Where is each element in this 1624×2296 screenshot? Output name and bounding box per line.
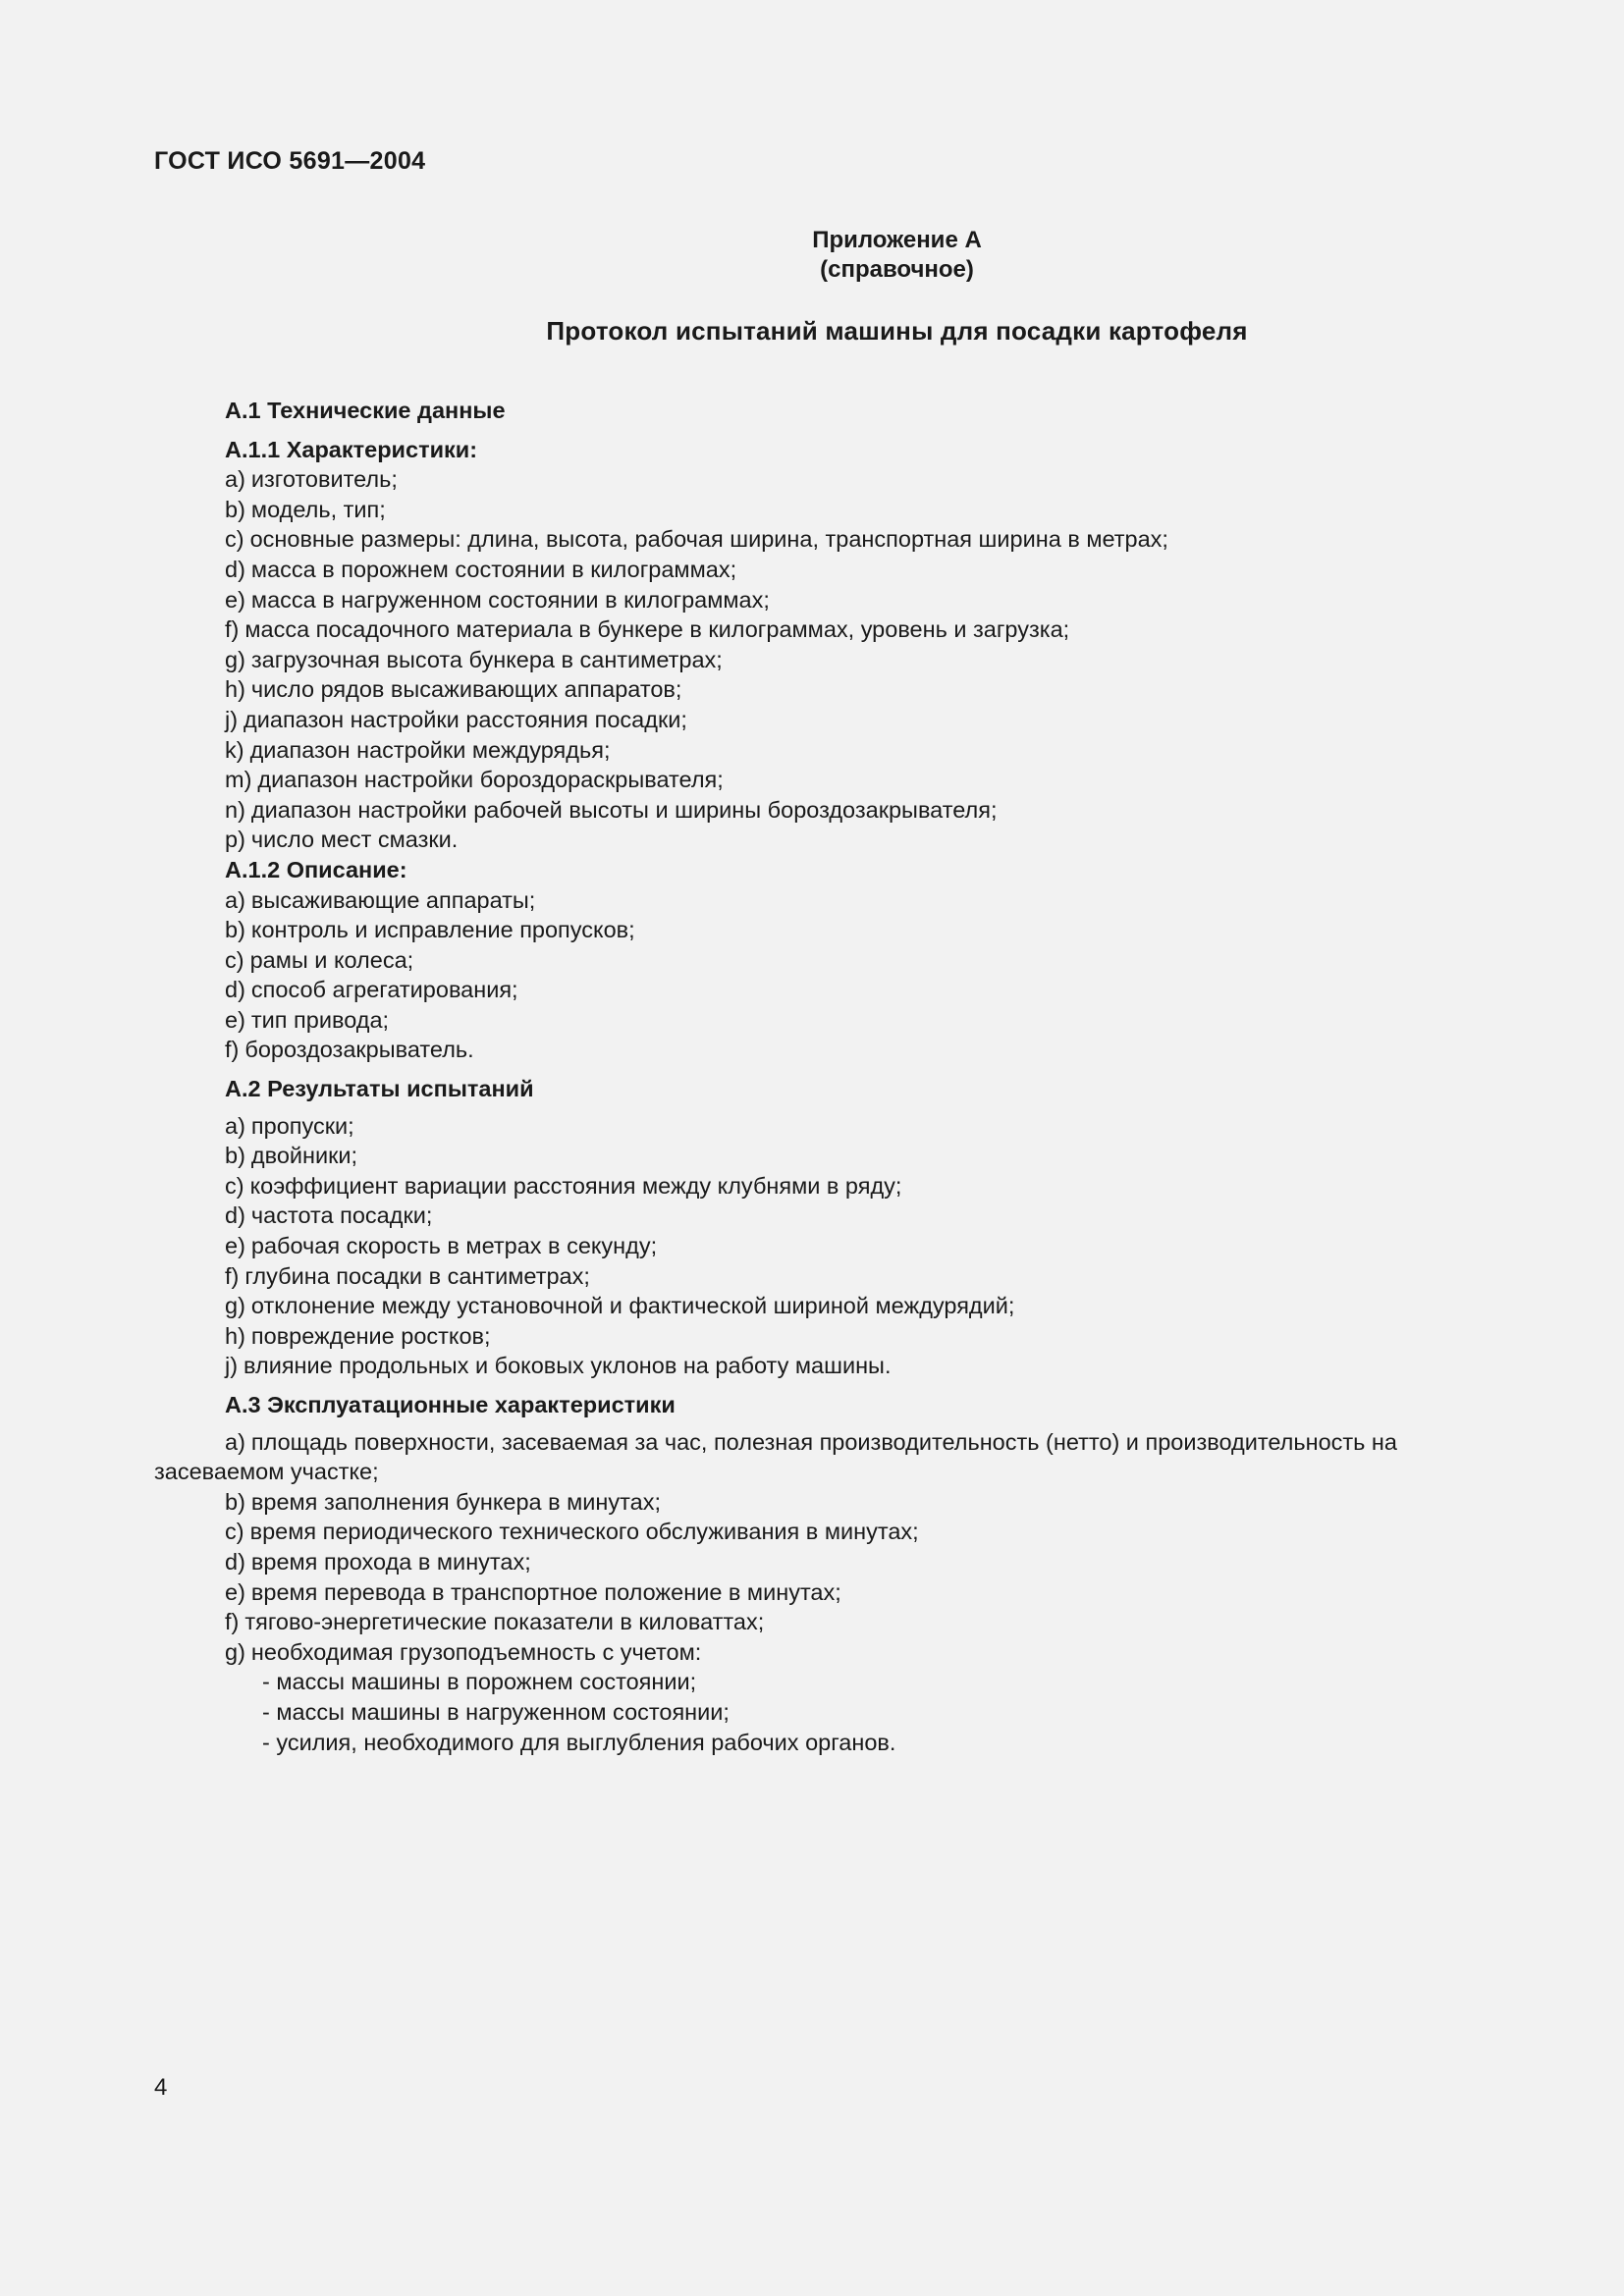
list-item-text: глубина посадки в сантиметрах;: [244, 1262, 590, 1289]
list-a11: [154, 464, 1489, 855]
list-item-text: частота посадки;: [250, 1202, 433, 1229]
list-item: [154, 885, 1489, 916]
sub-list-item: - массы машины в нагруженном состоянии;: [262, 1698, 730, 1725]
list-item-text: отклонение между установочной и фактической шириной междурядий;: [250, 1293, 1015, 1319]
list-item-letter: g): [225, 1293, 245, 1319]
appendix-note: (справочное): [820, 256, 974, 283]
list-item-letter: d): [225, 1548, 245, 1575]
list-item: [154, 915, 1489, 945]
list-item-text: двойники;: [250, 1143, 358, 1169]
list-item: [154, 1607, 1489, 1637]
list-item-text: время перевода в транспортное положение в минутах;: [250, 1578, 841, 1605]
list-item-letter: m): [225, 767, 252, 793]
list-item-text: коэффициент вариации расстояния между клубнями в ряду;: [249, 1172, 902, 1199]
list-item-text: изготовитель;: [250, 466, 398, 493]
list-item: [154, 1261, 1489, 1292]
list-item-letter: b): [225, 1143, 245, 1169]
list-item-text: число мест смазки.: [250, 827, 459, 853]
list-item-letter: a): [225, 886, 245, 913]
list-item-letter: g): [225, 646, 245, 672]
list-item: [154, 1141, 1489, 1171]
list-item-text: необходимая грузоподъемность с учетом:: [250, 1638, 702, 1665]
list-item: [154, 1577, 1489, 1608]
list-item-letter: f): [225, 1609, 240, 1635]
appendix-heading: [0, 226, 1624, 285]
section-heading-a2: А.2 Результаты испытаний: [225, 1076, 534, 1102]
list-item: [154, 645, 1489, 675]
list-item-letter: e): [225, 586, 245, 613]
list-item-letter: c): [225, 946, 244, 973]
section-heading-a1: А.1 Технические данные: [225, 398, 506, 423]
list-item: [154, 1291, 1489, 1321]
list-item: [154, 1517, 1489, 1547]
list-item-text: рабочая скорость в метрах в секунду;: [250, 1233, 658, 1259]
list-item-text: площадь поверхности, засеваемая за час, полезная производительность (нетто) и производительность на засеваемом участке;: [154, 1428, 1397, 1485]
list-item: [154, 945, 1489, 976]
list-item-text: рамы и колеса;: [249, 946, 414, 973]
list-item-letter: a): [225, 1112, 245, 1139]
list-item-letter: a): [225, 1428, 245, 1455]
list-item: [154, 1201, 1489, 1231]
list-item-letter: g): [225, 1638, 245, 1665]
list-item: [154, 1111, 1489, 1142]
list-item-letter: h): [225, 1322, 245, 1349]
list-a12: [154, 885, 1489, 1066]
list-item-letter: e): [225, 1006, 245, 1033]
list-item-letter: b): [225, 1488, 245, 1515]
section-heading-a3: А.3 Эксплуатационные характеристики: [225, 1392, 676, 1417]
appendix-title: Приложение А: [812, 227, 982, 253]
list-item-letter: d): [225, 1202, 245, 1229]
sub-list-item: - усилия, необходимого для выглубления рабочих органов.: [262, 1729, 896, 1755]
list-item: [154, 1351, 1489, 1381]
list-item: [154, 825, 1489, 855]
list-item-text: пропуски;: [250, 1112, 354, 1139]
list-item-letter: j): [225, 1353, 239, 1379]
list-item-letter: d): [225, 977, 245, 1003]
list-item: [154, 585, 1489, 615]
list-item-text: основные размеры: длина, высота, рабочая ширина, транспортная ширина в метрах;: [249, 526, 1168, 553]
list-item: [154, 524, 1489, 555]
list-item-text: диапазон настройки рабочей высоты и ширины бороздозакрывателя;: [250, 796, 998, 823]
list-item-text: влияние продольных и боковых уклонов на работу машины.: [244, 1353, 892, 1379]
list-item-text: модель, тип;: [250, 496, 386, 522]
list-item-text: масса в порожнем состоянии в килограммах;: [250, 556, 737, 582]
list-item-text: время периодического технического обслуживания в минутах;: [249, 1519, 919, 1545]
list-item: [154, 495, 1489, 525]
list-item-letter: d): [225, 556, 245, 582]
list-item-letter: f): [225, 1037, 240, 1063]
list-item-letter: h): [225, 676, 245, 703]
list-item-text: контроль и исправление пропусков;: [250, 917, 635, 943]
list-item: [154, 555, 1489, 585]
list-item: [154, 765, 1489, 795]
list-item: [154, 1005, 1489, 1036]
list-item: [154, 674, 1489, 705]
list-item: [154, 614, 1489, 645]
document-body: [154, 396, 1489, 1757]
subsection-heading-a11: А.1.1 Характеристики:: [225, 436, 478, 462]
list-item: [154, 735, 1489, 766]
sub-list-item: - массы машины в порожнем состоянии;: [262, 1669, 697, 1695]
list-item-letter: b): [225, 917, 245, 943]
list-item-text: диапазон настройки расстояния посадки;: [244, 706, 687, 732]
list-item-text: тягово-энергетические показатели в киловаттах;: [244, 1609, 765, 1635]
list-item-text: повреждение ростков;: [250, 1322, 491, 1349]
list-item-text: тип привода;: [250, 1006, 390, 1033]
list-item: [154, 1427, 1489, 1487]
list-item-letter: c): [225, 1519, 244, 1545]
list-item: [154, 1321, 1489, 1352]
list-item-text: число рядов высаживающих аппаратов;: [250, 676, 682, 703]
list-item-letter: f): [225, 1262, 240, 1289]
list-item: [154, 975, 1489, 1005]
list-item-text: способ агрегатирования;: [250, 977, 518, 1003]
list-item-letter: f): [225, 616, 240, 643]
list-item: [154, 1637, 1489, 1668]
list-item: [154, 795, 1489, 826]
list-item-text: масса посадочного материала в бункере в килограммах, уровень и загрузка;: [244, 616, 1070, 643]
list-item: [154, 1231, 1489, 1261]
list-item: [154, 1171, 1489, 1201]
list-item: [154, 1547, 1489, 1577]
list-item: [154, 1487, 1489, 1518]
page-number: 4: [154, 2074, 168, 2101]
list-a2: [154, 1111, 1489, 1381]
list-item-letter: e): [225, 1578, 245, 1605]
list-item-text: время заполнения бункера в минутах;: [250, 1488, 662, 1515]
list-item: [154, 1035, 1489, 1065]
list-item-text: бороздозакрыватель.: [244, 1037, 474, 1063]
list-item-text: загрузочная высота бункера в сантиметрах;: [250, 646, 723, 672]
list-item-letter: j): [225, 706, 239, 732]
list-item-letter: n): [225, 796, 245, 823]
subsection-heading-a12: А.1.2 Описание:: [225, 856, 407, 882]
list-item-text: диапазон настройки междурядья;: [249, 736, 611, 763]
list-a3-subitems: [154, 1667, 1489, 1757]
list-item-letter: c): [225, 1172, 244, 1199]
list-a3: [154, 1427, 1489, 1668]
list-item-letter: k): [225, 736, 244, 763]
list-item-letter: p): [225, 827, 245, 853]
list-item-letter: a): [225, 466, 245, 493]
list-item: [154, 464, 1489, 495]
list-item-text: высаживающие аппараты;: [250, 886, 536, 913]
list-item-text: время прохода в минутах;: [250, 1548, 531, 1575]
list-item-text: масса в нагруженном состоянии в килограммах;: [250, 586, 770, 613]
document-header: ГОСТ ИСО 5691—2004: [154, 147, 426, 175]
list-item-letter: e): [225, 1233, 245, 1259]
list-item-text: диапазон настройки бороздораскрывателя;: [257, 767, 724, 793]
list-item: [154, 705, 1489, 735]
list-item-letter: b): [225, 496, 245, 522]
document-title: Протокол испытаний машины для посадки картофеля: [546, 316, 1248, 346]
list-item-letter: c): [225, 526, 244, 553]
